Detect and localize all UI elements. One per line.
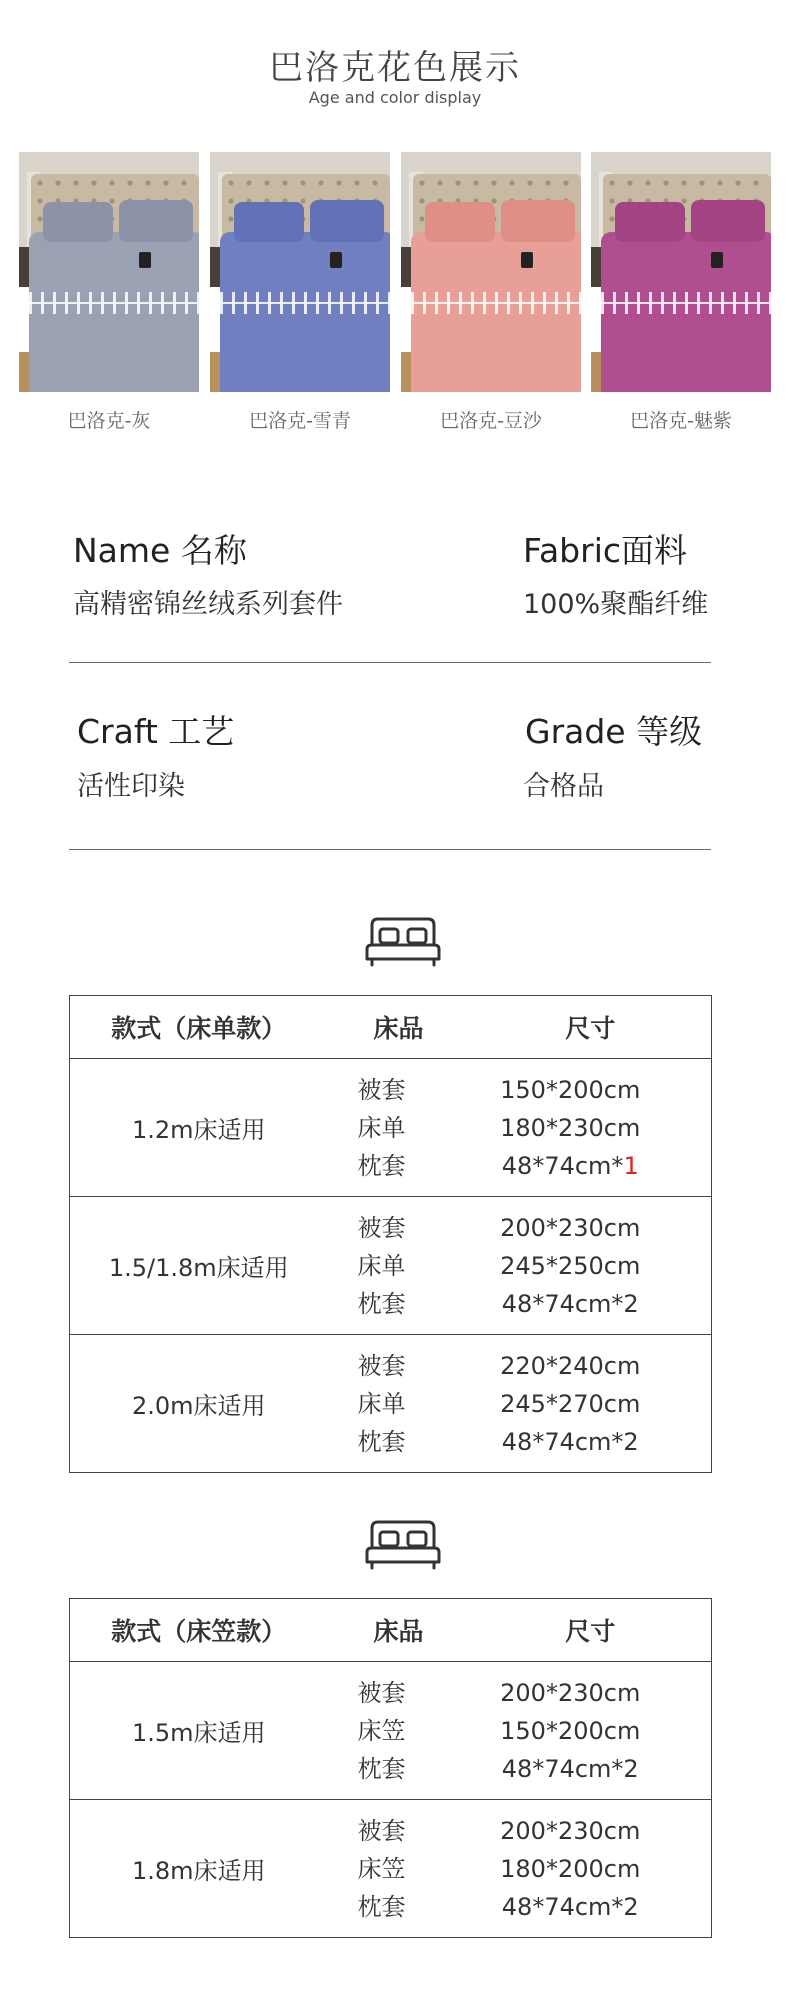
bed-icon xyxy=(364,915,442,969)
size-value: 180*230cm xyxy=(500,1113,641,1142)
bedsheet-size-table xyxy=(69,995,712,1473)
name-label: Name 名称 xyxy=(73,531,247,570)
size-value: 180*200cm xyxy=(500,1854,641,1883)
table-row xyxy=(70,1059,712,1197)
style-cell: 1.2m床适用 xyxy=(70,1059,328,1197)
fabric-value: 100%聚酯纤维 xyxy=(523,589,709,620)
swatch-photo xyxy=(401,152,581,392)
table-header-row xyxy=(70,1599,712,1662)
column-header-size: 尺寸 xyxy=(470,996,712,1059)
size-cell xyxy=(470,1197,712,1335)
item-name: 被套 xyxy=(357,1351,406,1380)
swatch-lilac[interactable] xyxy=(210,152,390,433)
grade-label: Grade 等级 xyxy=(525,712,703,751)
style-cell: 1.5/1.8m床适用 xyxy=(70,1197,328,1335)
swatch-photo xyxy=(19,152,199,392)
size-cell xyxy=(470,1662,712,1800)
size-cell xyxy=(470,1800,712,1938)
item-cell xyxy=(328,1662,470,1800)
swatch-label: 巴洛克-豆沙 xyxy=(440,410,542,432)
size-value: 245*270cm xyxy=(500,1389,641,1418)
size-cell xyxy=(470,1059,712,1197)
size-value: 48*74cm*2 xyxy=(501,1427,639,1456)
name-value: 高精密锦丝绒系列套件 xyxy=(73,589,343,620)
column-header-size: 尺寸 xyxy=(470,1599,712,1662)
size-value: 48*74cm*2 xyxy=(501,1892,639,1921)
item-name: 床单 xyxy=(357,1389,406,1418)
column-header-item: 床品 xyxy=(328,1599,470,1662)
page-title: 巴洛克花色展示 xyxy=(269,48,521,88)
craft-value: 活性印染 xyxy=(77,771,185,802)
size-value: 200*230cm xyxy=(500,1213,641,1242)
item-name: 被套 xyxy=(357,1075,406,1104)
size-value: 150*200cm xyxy=(500,1075,641,1104)
item-name: 被套 xyxy=(357,1678,406,1707)
craft-label: Craft 工艺 xyxy=(77,712,235,751)
style-cell: 2.0m床适用 xyxy=(70,1335,328,1473)
size-value-base: 48*74cm* xyxy=(501,1151,624,1180)
style-cell: 1.8m床适用 xyxy=(70,1800,328,1938)
size-value xyxy=(470,1147,672,1185)
page-subtitle: Age and color display xyxy=(308,88,482,107)
table-row xyxy=(70,1800,712,1938)
item-name: 枕套 xyxy=(357,1289,406,1318)
swatch-label: 巴洛克-魅紫 xyxy=(630,410,732,432)
column-header-style: 款式（床单款） xyxy=(70,996,328,1059)
item-name: 枕套 xyxy=(357,1427,406,1456)
divider xyxy=(69,662,711,663)
size-value: 245*250cm xyxy=(500,1251,641,1280)
size-cell xyxy=(470,1335,712,1473)
item-cell xyxy=(328,1059,470,1197)
item-name: 枕套 xyxy=(357,1892,406,1921)
table-row xyxy=(70,1662,712,1800)
item-cell xyxy=(328,1335,470,1473)
item-name: 枕套 xyxy=(357,1754,406,1783)
item-name: 床单 xyxy=(357,1251,406,1280)
size-value: 200*230cm xyxy=(500,1678,641,1707)
swatch-photo xyxy=(210,152,390,392)
fitted-sheet-size-table xyxy=(69,1598,712,1938)
size-value: 48*74cm*2 xyxy=(501,1289,639,1318)
swatch-label: 巴洛克-灰 xyxy=(67,410,151,432)
item-name: 枕套 xyxy=(357,1151,406,1180)
style-cell: 1.5m床适用 xyxy=(70,1662,328,1800)
bed-icon xyxy=(364,1518,442,1572)
item-cell xyxy=(328,1800,470,1938)
table-header-row xyxy=(70,996,712,1059)
size-value: 200*230cm xyxy=(500,1816,641,1845)
column-header-item: 床品 xyxy=(328,996,470,1059)
item-name: 床单 xyxy=(357,1113,406,1142)
size-value: 48*74cm*2 xyxy=(501,1754,639,1783)
fabric-label: Fabric面料 xyxy=(523,531,688,570)
swatch-charm-purple[interactable] xyxy=(591,152,771,433)
color-swatch-gallery xyxy=(19,152,771,442)
size-value: 220*240cm xyxy=(500,1351,641,1380)
swatch-bean-paste[interactable] xyxy=(401,152,581,433)
column-header-style: 款式（床笠款） xyxy=(70,1599,328,1662)
item-name: 被套 xyxy=(357,1213,406,1242)
divider xyxy=(69,849,711,850)
table-row xyxy=(70,1335,712,1473)
item-cell xyxy=(328,1197,470,1335)
swatch-label: 巴洛克-雪青 xyxy=(249,410,351,432)
item-name: 床笠 xyxy=(357,1854,406,1883)
table-row xyxy=(70,1197,712,1335)
item-name: 被套 xyxy=(357,1816,406,1845)
size-value: 150*200cm xyxy=(500,1716,641,1745)
grade-value: 合格品 xyxy=(523,771,604,802)
size-quantity-highlight: 1 xyxy=(623,1151,639,1180)
item-name: 床笠 xyxy=(357,1716,406,1745)
swatch-gray[interactable] xyxy=(19,152,199,433)
swatch-photo xyxy=(591,152,771,392)
